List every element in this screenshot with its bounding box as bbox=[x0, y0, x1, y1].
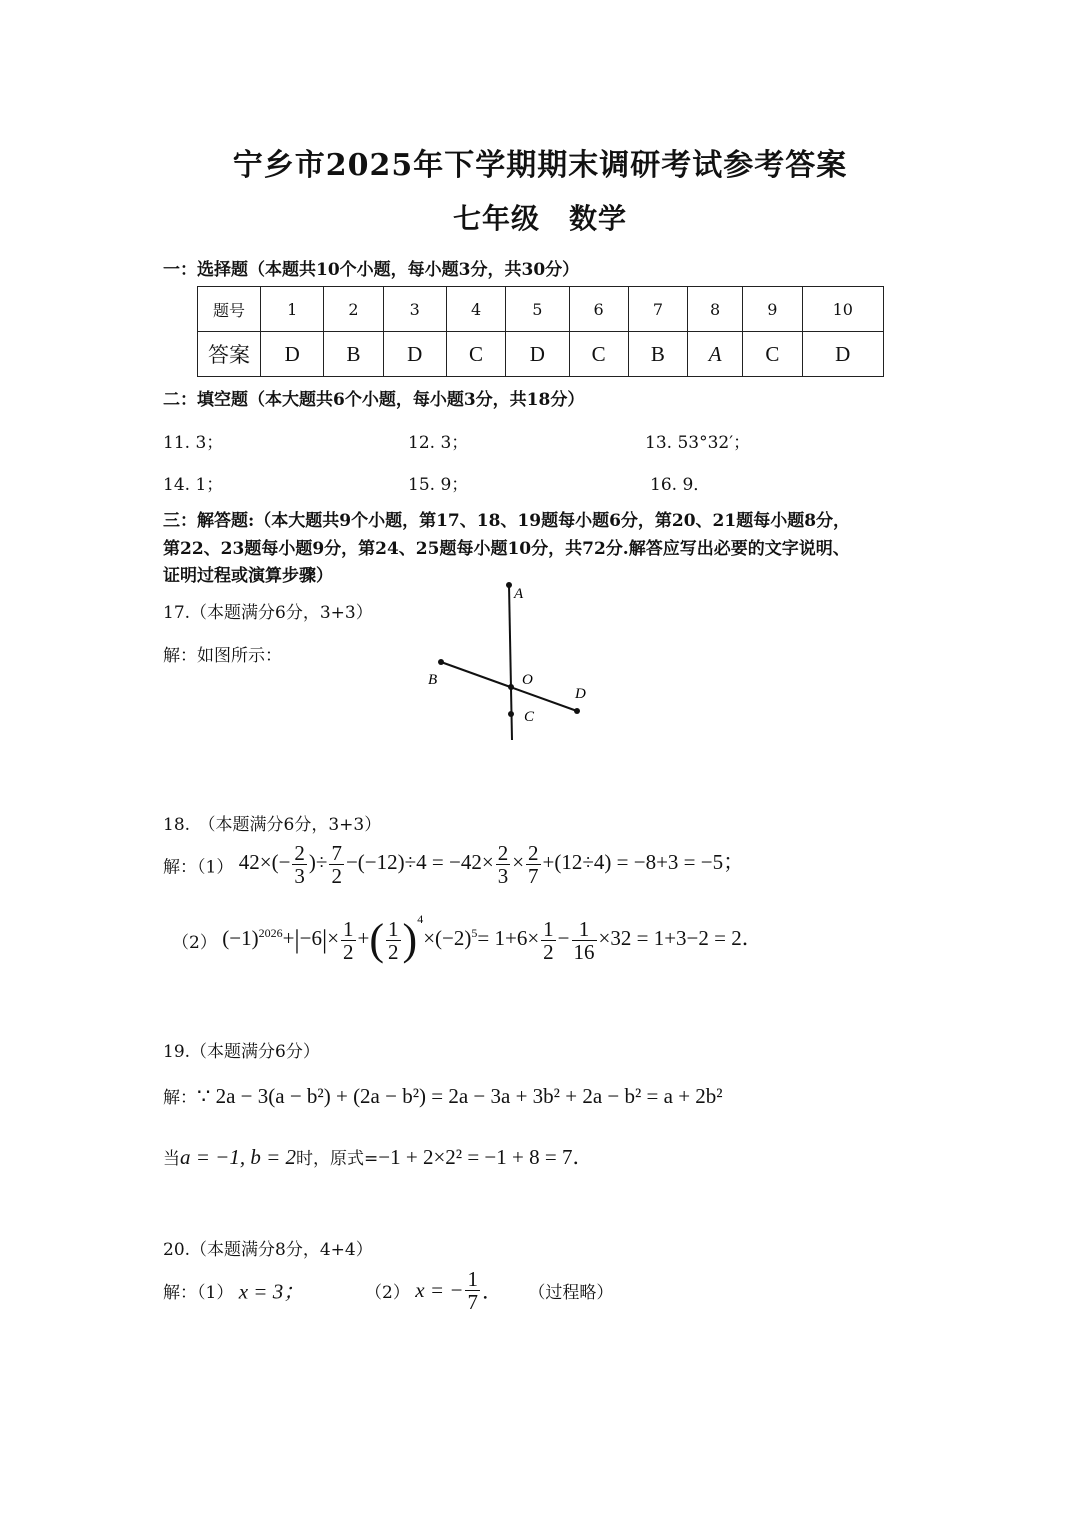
table-cell: 10 bbox=[802, 287, 884, 332]
fill-answer-12: 12. 3； bbox=[408, 433, 469, 453]
fraction bbox=[341, 918, 356, 963]
q19-line2 bbox=[163, 1141, 593, 1171]
label-d: D bbox=[575, 686, 586, 702]
table-cell: 答案 bbox=[198, 332, 261, 377]
fraction bbox=[465, 1268, 480, 1313]
fill-answer-15: 15. 9； bbox=[408, 475, 469, 495]
q20-header: 20.（本题满分8分，4+4） bbox=[163, 1240, 373, 1260]
q17-figure bbox=[420, 580, 620, 750]
expr-text: )÷ bbox=[308, 850, 328, 875]
q20-answer2: x = − bbox=[415, 1278, 464, 1302]
table-cell: D bbox=[506, 332, 569, 377]
fraction bbox=[496, 842, 511, 887]
fill-answer-11: 11. 3； bbox=[163, 433, 224, 453]
label-a: A bbox=[514, 586, 524, 602]
table-cell: D bbox=[802, 332, 884, 377]
expr-text: −(−12)÷4 = −42× bbox=[345, 850, 494, 875]
table-cell: 9 bbox=[743, 287, 802, 332]
fill-answer-13: 13. 53°32′； bbox=[645, 433, 751, 453]
exponent: 5 bbox=[471, 926, 478, 940]
q20-answer bbox=[163, 1268, 613, 1313]
table-cell: 3 bbox=[383, 287, 446, 332]
expr-text: + bbox=[357, 926, 370, 950]
point-c bbox=[508, 711, 514, 717]
q18-part1 bbox=[163, 842, 744, 887]
q19-line1 bbox=[163, 1083, 723, 1109]
fraction bbox=[329, 842, 344, 887]
frac-num: 2 bbox=[497, 841, 509, 865]
exponent: 2026 bbox=[258, 926, 283, 940]
q19-expression: ∵ 2a − 3(a − b²) + (2a − b²) = 2a − 3a + 3b² + 2a − b² = a + 2b² bbox=[197, 1084, 723, 1108]
table-cell: 7 bbox=[628, 287, 687, 332]
q19-header: 19.（本题满分6分） bbox=[163, 1042, 320, 1062]
point-b bbox=[438, 659, 444, 665]
point-d bbox=[574, 708, 580, 714]
label-b: B bbox=[428, 672, 438, 688]
expr-text: = 1+6× bbox=[477, 926, 540, 950]
table-row-numbers bbox=[198, 287, 884, 332]
q18-part1-prefix: 解：（1） bbox=[163, 857, 234, 878]
q19-result: −1 + 2×2² = −1 + 8 = 7． bbox=[378, 1145, 594, 1169]
table-cell: 2 bbox=[324, 287, 383, 332]
frac-num: 2 bbox=[294, 841, 305, 865]
expr-text: − bbox=[557, 926, 570, 950]
label-c: C bbox=[524, 709, 535, 725]
answer-table bbox=[197, 286, 884, 377]
frac-den: 2 bbox=[343, 939, 354, 964]
q19-mid: 时，原式= bbox=[296, 1149, 379, 1169]
document-subtitle: 七年级 数学 bbox=[452, 202, 627, 235]
frac-num: 1 bbox=[388, 916, 399, 941]
q17-answer: 解：如图所示： bbox=[163, 646, 282, 666]
exponent: 4 bbox=[417, 912, 424, 926]
q19-condition: a = −1, b = 2 bbox=[180, 1145, 297, 1169]
table-cell: D bbox=[383, 332, 446, 377]
frac-num: 1 bbox=[543, 916, 554, 941]
expr-text: ×(−2) bbox=[423, 926, 472, 950]
fraction bbox=[541, 918, 556, 963]
expr-text: + bbox=[282, 926, 295, 950]
frac-den: 2 bbox=[388, 939, 399, 964]
table-cell: 4 bbox=[446, 287, 505, 332]
point-o bbox=[508, 684, 514, 690]
fraction bbox=[526, 842, 541, 887]
q17-header: 17.（本题满分6分，3+3） bbox=[163, 603, 373, 623]
q20-note: （过程略） bbox=[528, 1283, 614, 1303]
table-cell: 1 bbox=[261, 287, 324, 332]
frac-num: 2 bbox=[528, 841, 539, 865]
frac-num: 1 bbox=[467, 1267, 478, 1291]
point-a bbox=[506, 582, 512, 588]
table-cell: C bbox=[446, 332, 505, 377]
frac-den: 16 bbox=[573, 939, 595, 964]
q18-part1-expr bbox=[238, 841, 745, 888]
fill-answer-16: 16. 9． bbox=[650, 475, 711, 495]
table-row-answers bbox=[198, 332, 884, 377]
frac-den: 7 bbox=[528, 864, 539, 888]
q18-part2-expr: $(-1)^{2026}+|-6|\times$ $\frac{1}{2}$ +( $\frac{1}{2}$ )$^4\times(-2)^5= 1+6\times$ $\frac{1}{2}$ − $\frac{1}{16}$ ×32 = 1+3−2 = 2． bbox=[222, 912, 763, 965]
table-cell: A bbox=[688, 332, 743, 377]
frac-den: 7 bbox=[467, 1290, 478, 1314]
frac-num: 1 bbox=[572, 918, 597, 941]
table-cell: 6 bbox=[569, 287, 628, 332]
q20-part2-label: （2） bbox=[365, 1283, 410, 1303]
q19-when: 当 bbox=[163, 1149, 180, 1169]
expr-text: ×32 = 1+3−2 = 2． bbox=[598, 926, 763, 950]
frac-num: 7 bbox=[331, 841, 342, 865]
table-cell: B bbox=[324, 332, 383, 377]
table-cell: D bbox=[261, 332, 324, 377]
frac-den: 3 bbox=[497, 864, 509, 888]
fraction bbox=[386, 918, 401, 963]
expr-text: −6 bbox=[299, 926, 322, 950]
fill-answer-14: 14. 1； bbox=[163, 475, 224, 495]
q18-part2 bbox=[172, 912, 763, 963]
frac-den: 3 bbox=[294, 864, 305, 888]
q20-answer1: x = 3； bbox=[238, 1279, 305, 1304]
q20-prefix: 解：（1） bbox=[163, 1283, 234, 1303]
label-o: O bbox=[522, 672, 533, 688]
expr-text: +(12÷4) = −8+3 = −5； bbox=[542, 850, 745, 875]
section2-heading: 二：填空题（本大题共6个小题，每小题3分，共18分） bbox=[163, 390, 585, 410]
expr-text: × bbox=[327, 926, 340, 950]
table-cell: C bbox=[743, 332, 802, 377]
table-cell: 8 bbox=[688, 287, 743, 332]
expr-text: 42×(− bbox=[238, 850, 291, 875]
expr-text: × bbox=[512, 850, 525, 875]
frac-den: 2 bbox=[331, 864, 342, 888]
q18-header: 18. （本题满分6分，3+3） bbox=[163, 815, 382, 835]
table-cell: 题号 bbox=[198, 287, 261, 332]
fraction bbox=[572, 918, 597, 963]
section1-heading: 一：选择题（本题共10个小题，每小题3分，共30分） bbox=[163, 260, 580, 280]
frac-den: 2 bbox=[543, 939, 554, 964]
section3-heading-line3: 证明过程或演算步骤） bbox=[163, 566, 333, 586]
q19-prefix: 解： bbox=[163, 1088, 197, 1108]
section3-heading-line2: 第22、23题每小题9分，第24、25题每小题10分，共72分.解答应写出必要的文字说明、 bbox=[163, 539, 850, 559]
document-title: 宁乡市2025年下学期期末调研考试参考答案 bbox=[232, 148, 848, 183]
table-cell: 5 bbox=[506, 287, 569, 332]
frac-num: 1 bbox=[343, 916, 354, 941]
q18-part2-prefix: （2） bbox=[172, 933, 217, 953]
expr-text: (−1) bbox=[222, 926, 259, 950]
q20-period: ． bbox=[481, 1279, 503, 1304]
fraction bbox=[292, 842, 307, 887]
section3-heading-line1: 三：解答题:（本大题共9个小题，第17、18、19题每小题6分，第20、21题每小题8分， bbox=[163, 511, 851, 531]
table-cell: B bbox=[628, 332, 687, 377]
table-cell: C bbox=[569, 332, 628, 377]
